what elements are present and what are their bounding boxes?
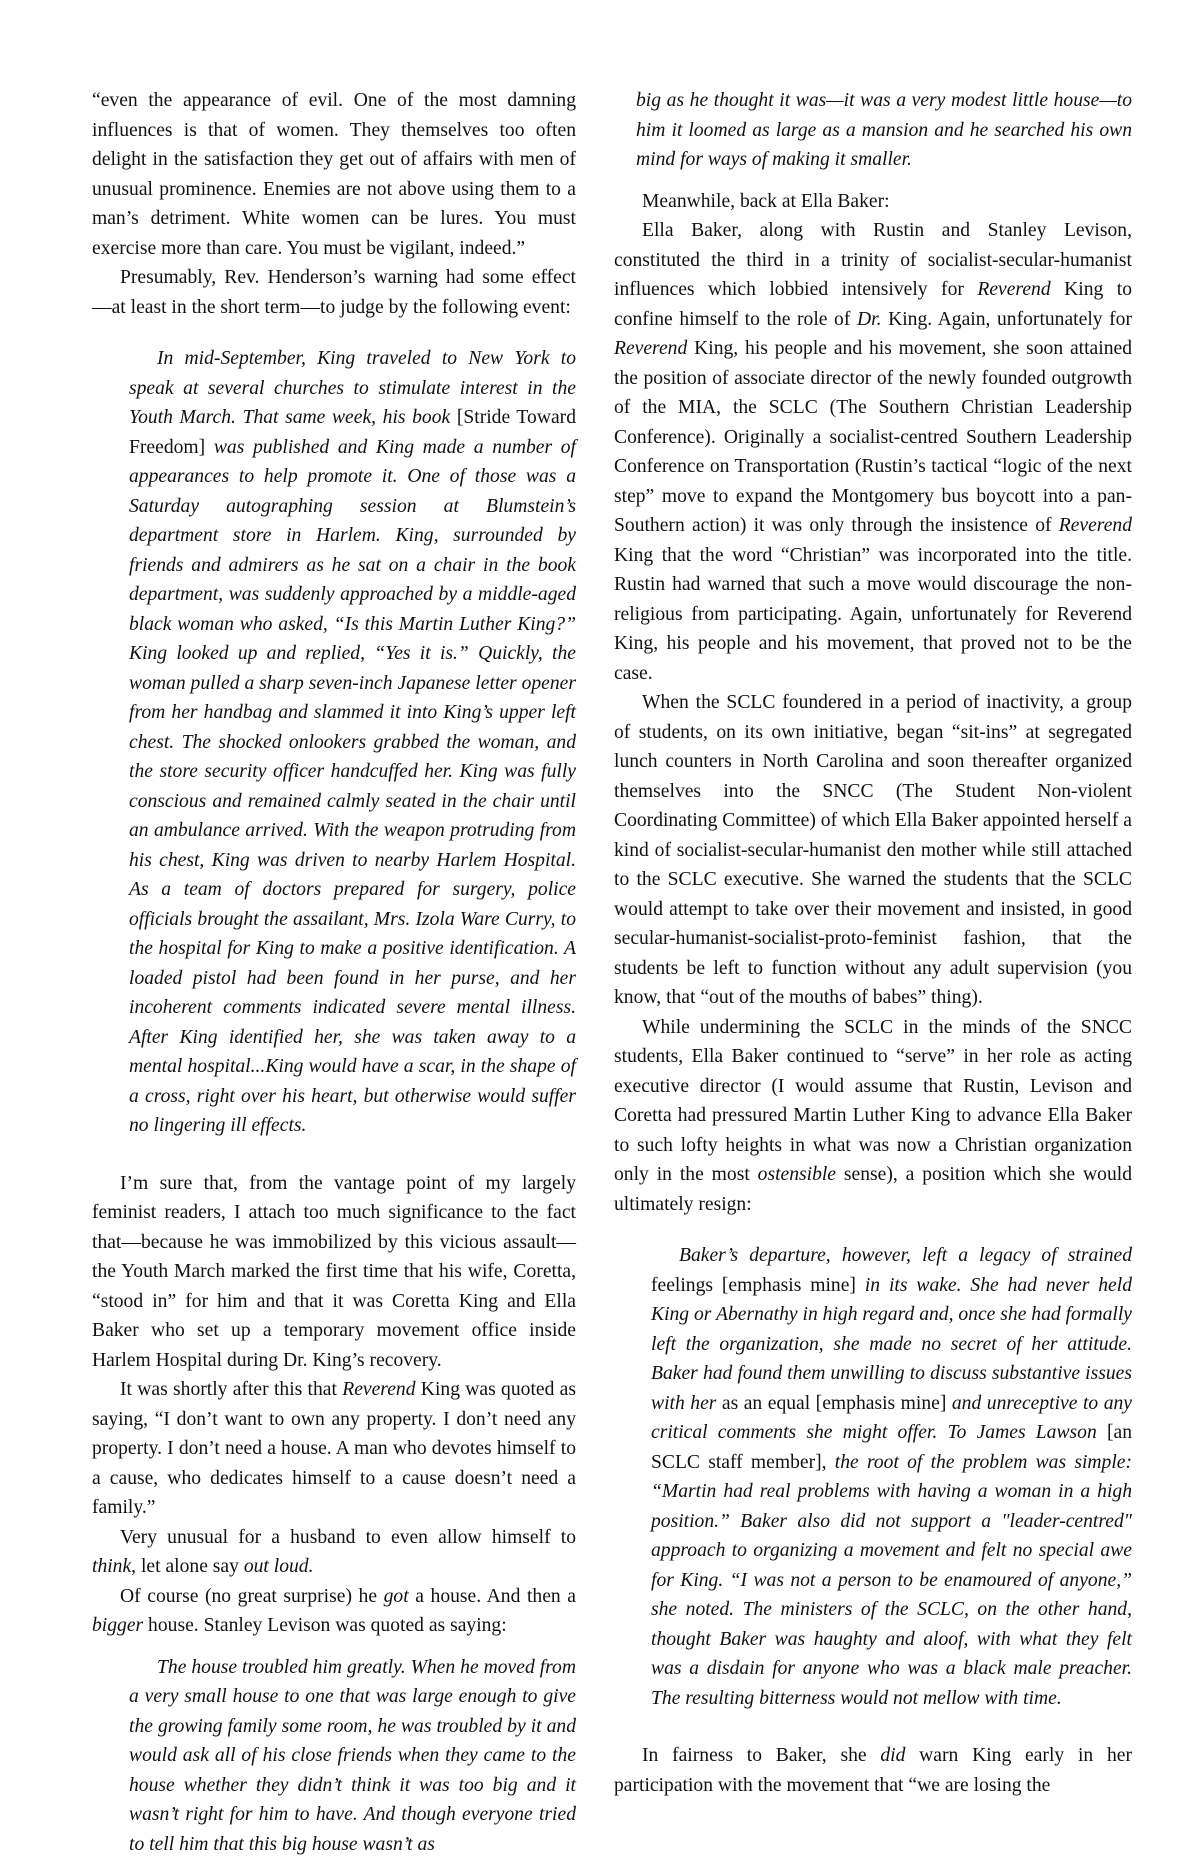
paragraph: Presumably, Rev. Henderson’s warning had some effect—at least in the short term—to judge by the following event:	[92, 263, 576, 322]
paragraph: Very unusual for a husband to even allow himself to think, let alone say out loud.	[92, 1523, 576, 1582]
paragraph: It was shortly after this that Reverend King was quoted as saying, “I don’t want to own any property. I don’t need any property. I don’t need a house. A man who devotes himself to a cause, who dedicates himself to a cause doesn’t need a family.”	[92, 1375, 576, 1523]
block-quote: Baker’s departure, however, left a legacy of strained feelings [emphasis mine] in its wake. She had never held King or Abernathy in high regard and, once she had formally left the organization, she made no secret of her attitude. Baker had found them unwilling to discuss substantive issues with her as an equal [emphasis mine] and unreceptive to any critical comments she might offer. To James Lawson [an SCLC staff member], the root of the problem was simple: “Martin had real problems with having a woman in a high position.” Baker also did not support a "leader-centred" approach to organizing a movement and felt no special awe for King. “I was not a person to be enamoured of anyone,” she noted. The ministers of the SCLC, on the other hand, thought Baker was haughty and aloof, with what they felt was a disdain for anyone who was a black male preacher. The resulting bitterness would not mellow with time.	[651, 1241, 1132, 1713]
paragraph: When the SCLC foundered in a period of inactivity, a group of students, on its own initiative, began “sit-ins” at segregated lunch counters in North Carolina and soon thereafter organized themselves into the SNCC (The Student Non-violent Coordinating Committee) of which Ella Baker appointed herself a kind of socialist-secular-humanist den mother while still attached to the SCLC executive. She warned the students that the SCLC would attempt to take over their movement and insisted, in good secular-humanist-socialist-proto-feminist fashion, that the students be left to function without any adult supervision (you know, that “out of the mouths of babes” thing).	[614, 688, 1132, 1013]
paragraph: Of course (no great surprise) he got a house. And then a bigger house. Stanley Levison was quoted as saying:	[92, 1582, 576, 1641]
block-quote: In mid-September, King traveled to New York to speak at several churches to stimulate interest in the Youth March. That same week, his book [Stride Toward Freedom] was published and King made a number of appearances to help promote it. One of those was a Saturday autographing session at Blumstein’s department store in Harlem. King, surrounded by friends and admirers as he sat on a chair in the book department, was suddenly approached by a middle-aged black woman who asked, “Is this Martin Luther King?” King looked up and replied, “Yes it is.” Quickly, the woman pulled a sharp seven-inch Japanese letter opener from her handbag and slammed it into King’s upper left chest. The shocked onlookers grabbed the woman, and the store security officer handcuffed her. King was fully conscious and remained calmly seated in the chair until an ambulance arrived. With the weapon protruding from his chest, King was driven to nearby Harlem Hospital. As a team of doctors prepared for surgery, police officials brought the assailant, Mrs. Izola Ware Curry, to the hospital for King to make a positive identification. A loaded pistol had been found in her purse, and her incoherent comments indicated severe mental illness. After King identified her, she was taken away to a mental hospital...King would have a scar, in the shape of a cross, right over his heart, but otherwise would suffer no lingering ill effects.	[129, 344, 576, 1141]
right-column	[614, 86, 1132, 1800]
block-quote-continued: big as he thought it was—it was a very modest little house—to him it loomed as large as a mansion and he searched his own mind for ways of making it smaller.	[636, 86, 1132, 175]
paragraph: While undermining the SCLC in the minds of the SNCC students, Ella Baker continued to “serve” in her role as acting executive director (I would assume that Rustin, Levison and Coretta had pressured Martin Luther King to advance Ella Baker to such lofty heights in what was now a Christian organization only in the most ostensible sense), a position which she would ultimately resign:	[614, 1013, 1132, 1220]
paragraph: “even the appearance of evil. One of the most damning influences is that of women. They themselves too often delight in the satisfaction they get out of affairs with men of unusual prominence. Enemies are not above using them to a man’s detriment. White women can be lures. You must exercise more than care. You must be vigilant, indeed.”	[92, 86, 576, 263]
paragraph: Meanwhile, back at Ella Baker:	[614, 187, 1132, 217]
paragraph: In fairness to Baker, she did warn King early in her participation with the movement that “we are losing the	[614, 1741, 1132, 1800]
paragraph: Ella Baker, along with Rustin and Stanley Levison, constituted the third in a trinity of socialist-secular-humanist influences which lobbied intensively for Reverend King to confine himself to the role of Dr. King. Again, unfortunately for Reverend King, his people and his movement, she soon attained the position of associate director of the newly founded outgrowth of the MIA, the SCLC (The Southern Christian Leadership Conference). Originally a socialist-centred Southern Leadership Conference on Transportation (Rustin’s tactical “logic of the next step” move to expand the Montgomery bus boycott into a pan-Southern action) it was only through the insistence of Reverend King that the word “Christian” was incorporated into the title. Rustin had warned that such a move would discourage the non-religious from participating. Again, unfortunately for Reverend King, his people and his movement, that proved not to be the case.	[614, 216, 1132, 688]
left-column	[92, 86, 576, 1859]
paragraph: I’m sure that, from the vantage point of my largely feminist readers, I attach too much significance to the fact that—because he was immobilized by this vicious assault—the Youth March marked the first time that his wife, Coretta, “stood in” for him and that it was Coretta King and Ella Baker who set up a temporary movement office inside Harlem Hospital during Dr. King’s recovery.	[92, 1169, 576, 1376]
block-quote: The house troubled him greatly. When he moved from a very small house to one that was large enough to give the growing family some room, he was troubled by it and would ask all of his close friends when they came to the house whether they didn’t think it was too big and it wasn’t right for him to have. And though everyone tried to tell him that this big house wasn’t as	[129, 1653, 576, 1859]
